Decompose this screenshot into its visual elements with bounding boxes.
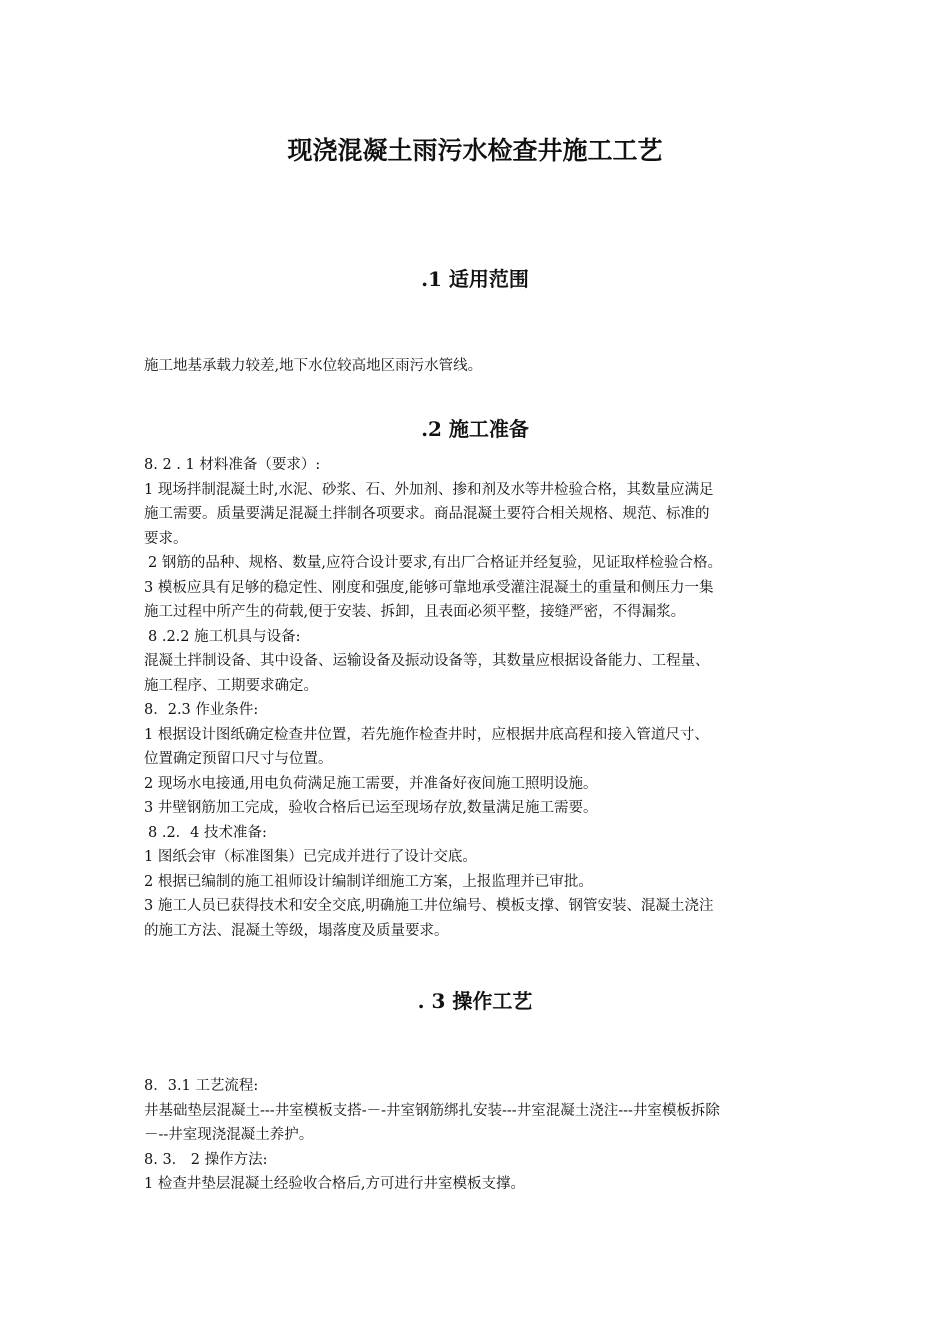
text-line: 8. 3． 2 操作方法: — [144, 1151, 268, 1168]
text-line: 1 检查井垫层混凝土经验收合格后,方可进行井室模板支撑。 — [144, 1176, 525, 1192]
text-line: 3 模板应具有足够的稳定性、刚度和强度,能够可靠地承受灌注混凝土的重量和侧压力一集 — [144, 579, 714, 596]
text-line: 1 现场拌制混凝土时,水泥、砂浆、石、外加剂、掺和剂及水等井检验合格，其数量应满足 — [144, 481, 714, 498]
text-line: 施工过程中所产生的荷载,便于安装、拆卸，且表面必须平整，接缝严密，不得漏浆。 — [144, 604, 686, 620]
text-line: 3 井壁钢筋加工完成，验收合格后已运至现场存放,数量满足施工需要。 — [144, 800, 598, 816]
text-line: 施工程序、工期要求确定。 — [144, 677, 318, 694]
text-line: 8．3.1 工艺流程: — [144, 1078, 259, 1094]
document-title: 现浇混凝土雨污水检查井施工工艺 — [287, 136, 663, 165]
text-line: 1 根据设计图纸确定检查井位置，若先施作检查井时，应根据井底高程和接入管道尺寸、 — [144, 726, 709, 743]
text-line: －--井室现浇混凝土养护。 — [144, 1127, 314, 1143]
section-heading-scope: .1 适用范围 — [421, 267, 529, 291]
text-line: 的施工方法、混凝土等级，塌落度及质量要求。 — [144, 922, 449, 939]
section-heading-ops: . 3 操作工艺 — [417, 989, 533, 1013]
text-line: 8. 2 . 1 材料准备（要求）: — [144, 457, 321, 473]
text-line: 2 根据已编制的施工祖师设计编制详细施工方案，上报监理并已审批。 — [144, 873, 593, 890]
section-body-scope — [144, 354, 808, 379]
text-line: 混凝土拌制设备、其中设备、运输设备及振动设备等，其数量应根据设备能力、工程量、 — [144, 653, 710, 669]
text-line: 施工需要。质量要满足混凝土拌制各项要求。商品混凝土要符合相关规格、规范、标准的 — [144, 506, 710, 522]
text-line: 要求。 — [144, 530, 188, 547]
text-line: 2 现场水电接通,用电负荷满足施工需要，并准备好夜间施工照明设施。 — [144, 775, 598, 792]
text-line: 8．2.3 作业条件: — [144, 702, 259, 718]
text-line: 位置确定预留口尺寸与位置。 — [144, 751, 333, 767]
text-line: 井基础垫层混凝土---井室模板支搭-－-井室钢筋绑扎安装---井室混凝土浇注---井室模板拆除 — [144, 1102, 720, 1119]
paragraph: 施工地基承载力较差,地下水位较高地区雨污水管线。 — [144, 358, 483, 374]
section-heading-prep: .2 施工准备 — [421, 417, 529, 441]
text-line: 3 施工人员已获得技术和安全交底,明确施工井位编号、模板支撑、钢管安装、混凝土浇注 — [144, 898, 714, 914]
text-line: 8 .2．4 技术准备: — [148, 824, 267, 841]
text-line: 1 图纸会审（标准图集）已完成并进行了设计交底。 — [144, 849, 477, 865]
section-body-prep — [144, 453, 808, 943]
text-line: 8 .2.2 施工机具与设备: — [148, 628, 301, 645]
section-body-ops — [144, 1074, 808, 1197]
text-line: 2 钢筋的品种、规格、数量,应符合设计要求,有出厂合格证并经复验，见证取样检验合格。 — [148, 555, 723, 571]
